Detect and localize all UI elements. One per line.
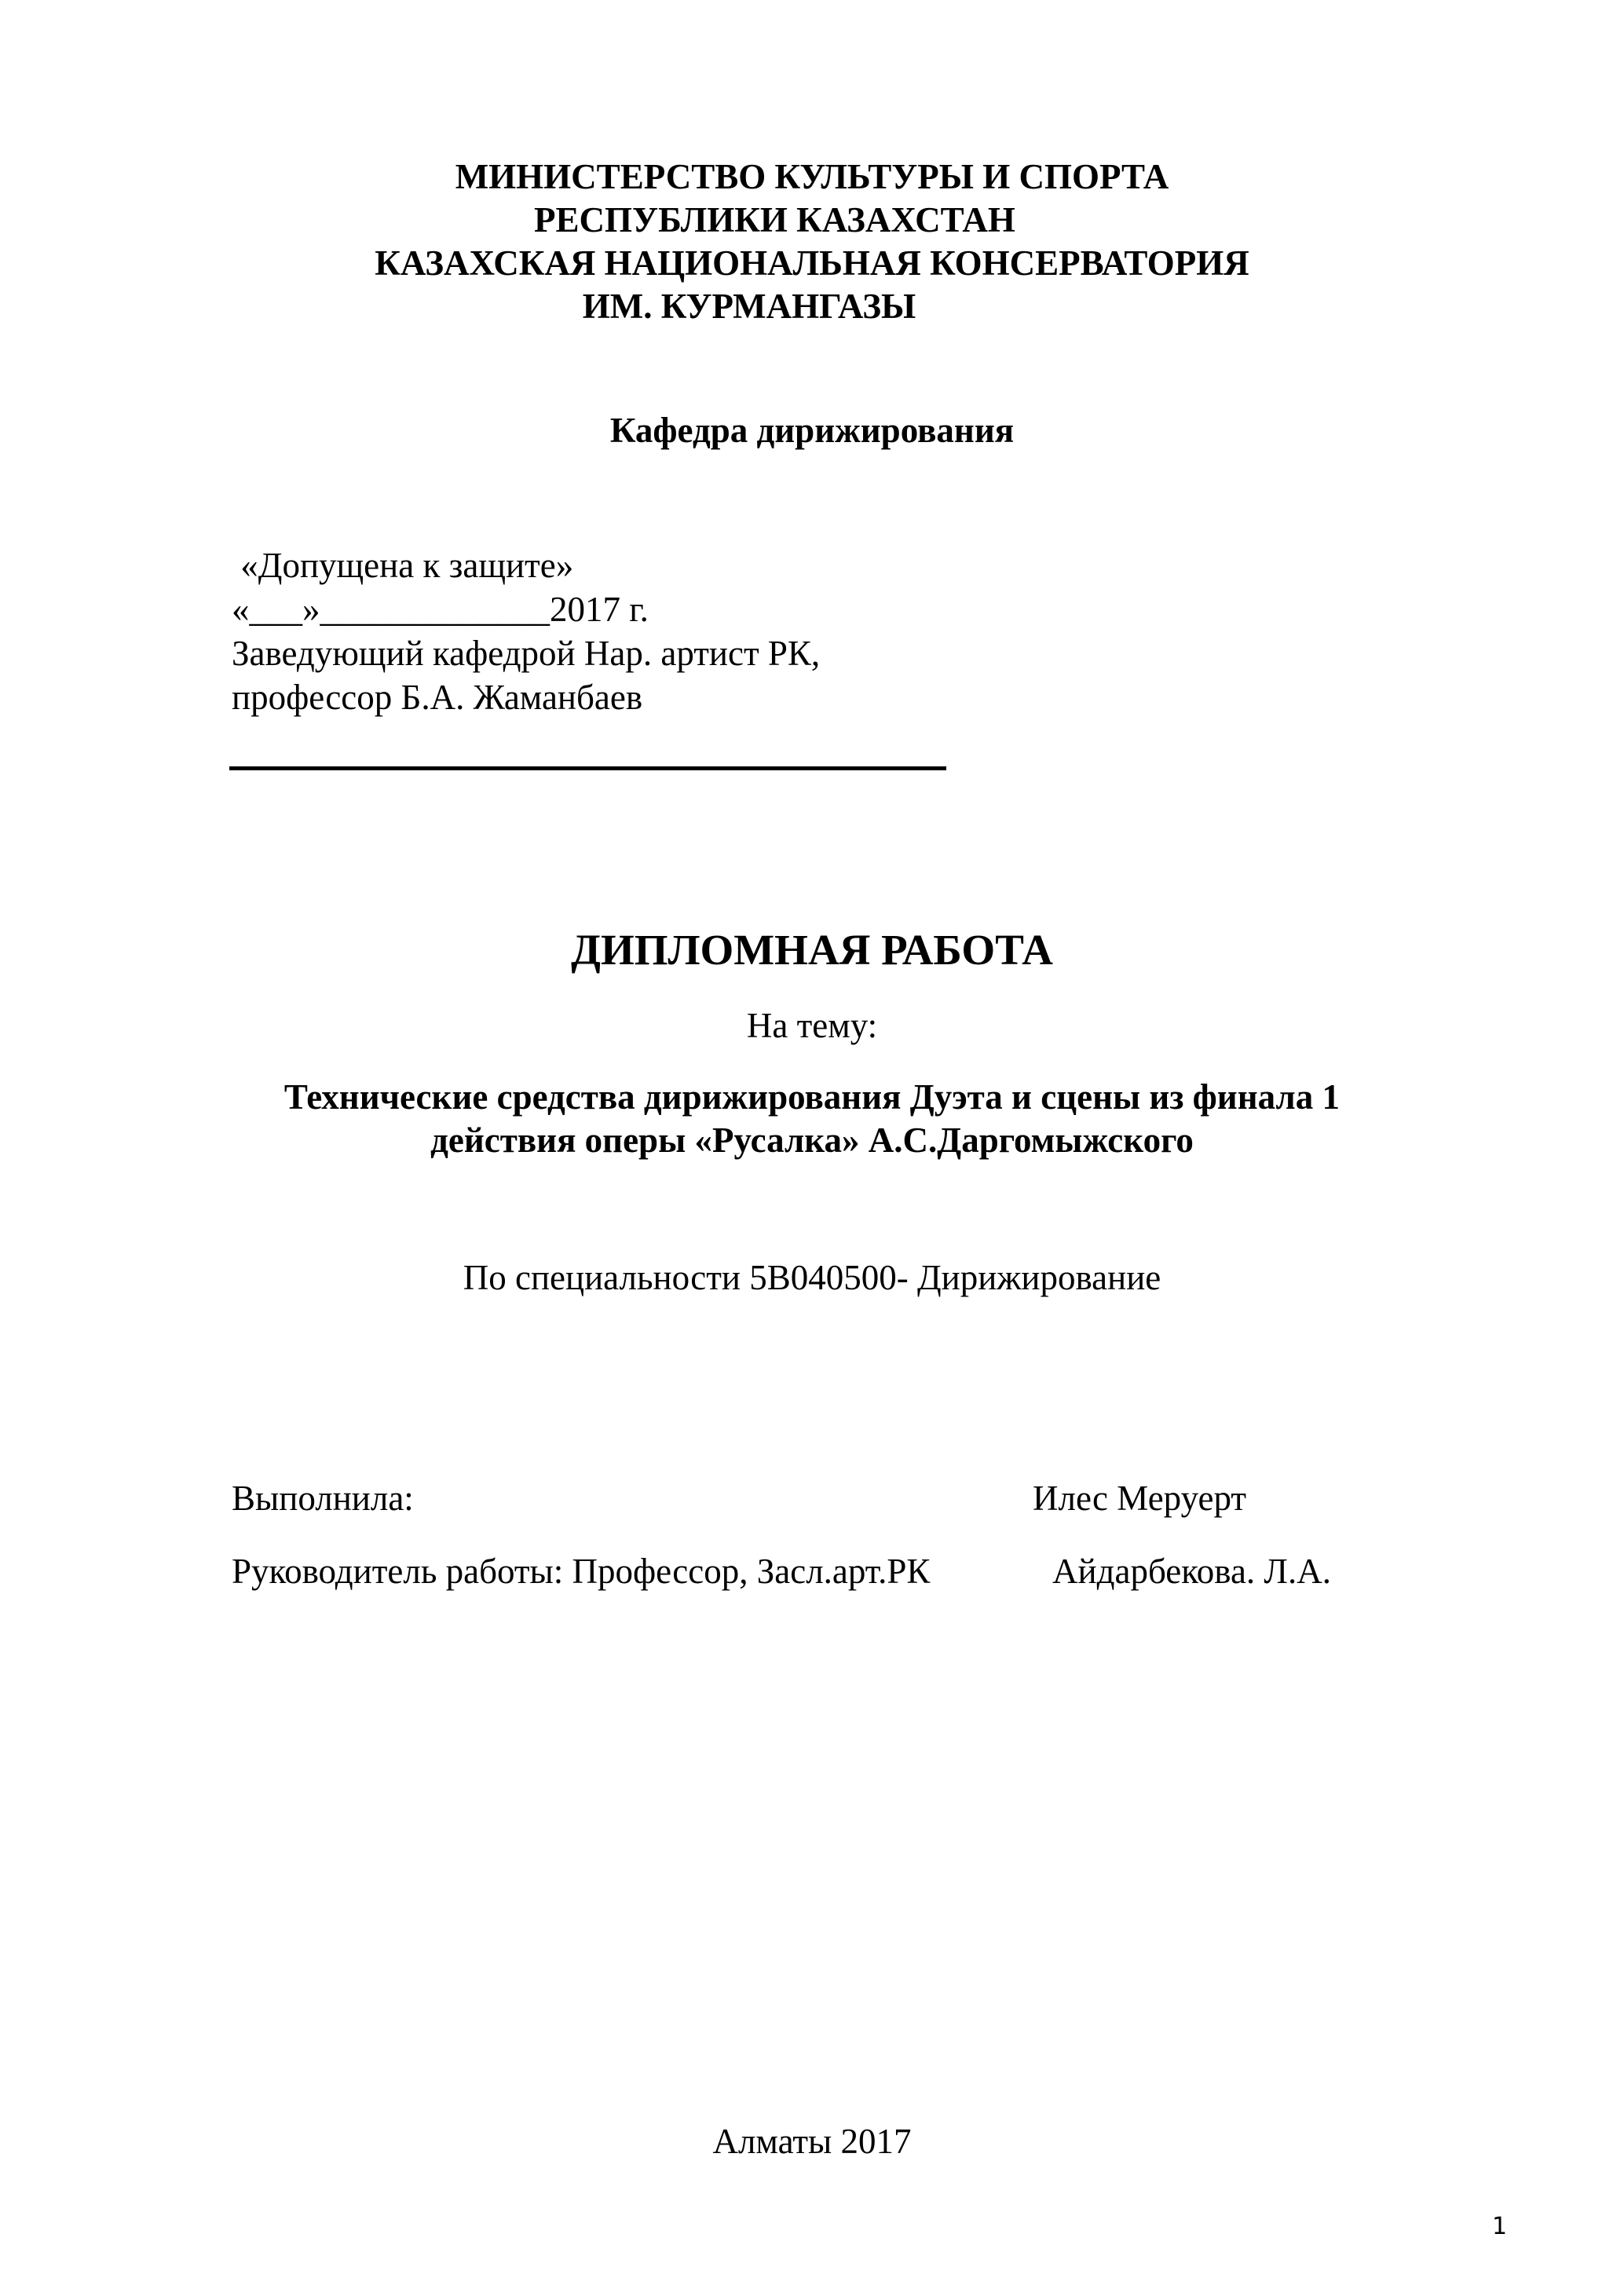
performer-name: Илес Меруерт bbox=[1033, 1479, 1247, 1518]
ministry-line-1: МИНИСТЕРСТВО КУЛЬТУРЫ И СПОРТА bbox=[455, 157, 1169, 196]
ministry-header bbox=[0, 155, 1624, 328]
department-title: Кафедра дирижирования bbox=[609, 411, 1015, 450]
topic-title bbox=[0, 1076, 1624, 1162]
topic-line-1: Технические средства дирижирования Дуэта и сцены из финала 1 bbox=[283, 1077, 1341, 1117]
approval-line-4: профессор Б.А. Жаманбаев bbox=[232, 678, 643, 717]
approval-line-1: «Допущена к защите» bbox=[232, 546, 574, 585]
theme-label: На тему: bbox=[746, 1006, 878, 1045]
supervisor-label: Руководитель работы: Профессор, Засл.арт.РК bbox=[232, 1552, 931, 1591]
approval-line-2: «___»_____________2017 г. bbox=[232, 590, 649, 629]
performer-label: Выполнила: bbox=[232, 1479, 414, 1518]
conservatory-line: КАЗАХСКАЯ НАЦИОНАЛЬНАЯ КОНСЕРВАТОРИЯ bbox=[375, 243, 1249, 283]
specialty-line: По специальности 5В040500- Дирижирование bbox=[463, 1258, 1161, 1297]
approval-line-3: Заведующий кафедрой Нар. артист РК, bbox=[232, 634, 821, 673]
document-title: ДИПЛОМНАЯ РАБОТА bbox=[571, 926, 1053, 974]
topic-line-2: действия оперы «Русалка» А.С.Даргомыжского bbox=[430, 1121, 1194, 1160]
conservatory-name-line: ИМ. КУРМАНГАЗЫ bbox=[582, 287, 916, 326]
ministry-line-2: РЕСПУБЛИКИ КАЗАХСТАН bbox=[534, 200, 1015, 239]
city-year: Алматы 2017 bbox=[712, 2122, 912, 2161]
signature-line bbox=[229, 766, 946, 770]
page-number: 1 bbox=[1492, 2213, 1508, 2240]
supervisor-name: Айдарбекова. Л.А. bbox=[1052, 1552, 1331, 1591]
approval-block bbox=[232, 543, 820, 719]
